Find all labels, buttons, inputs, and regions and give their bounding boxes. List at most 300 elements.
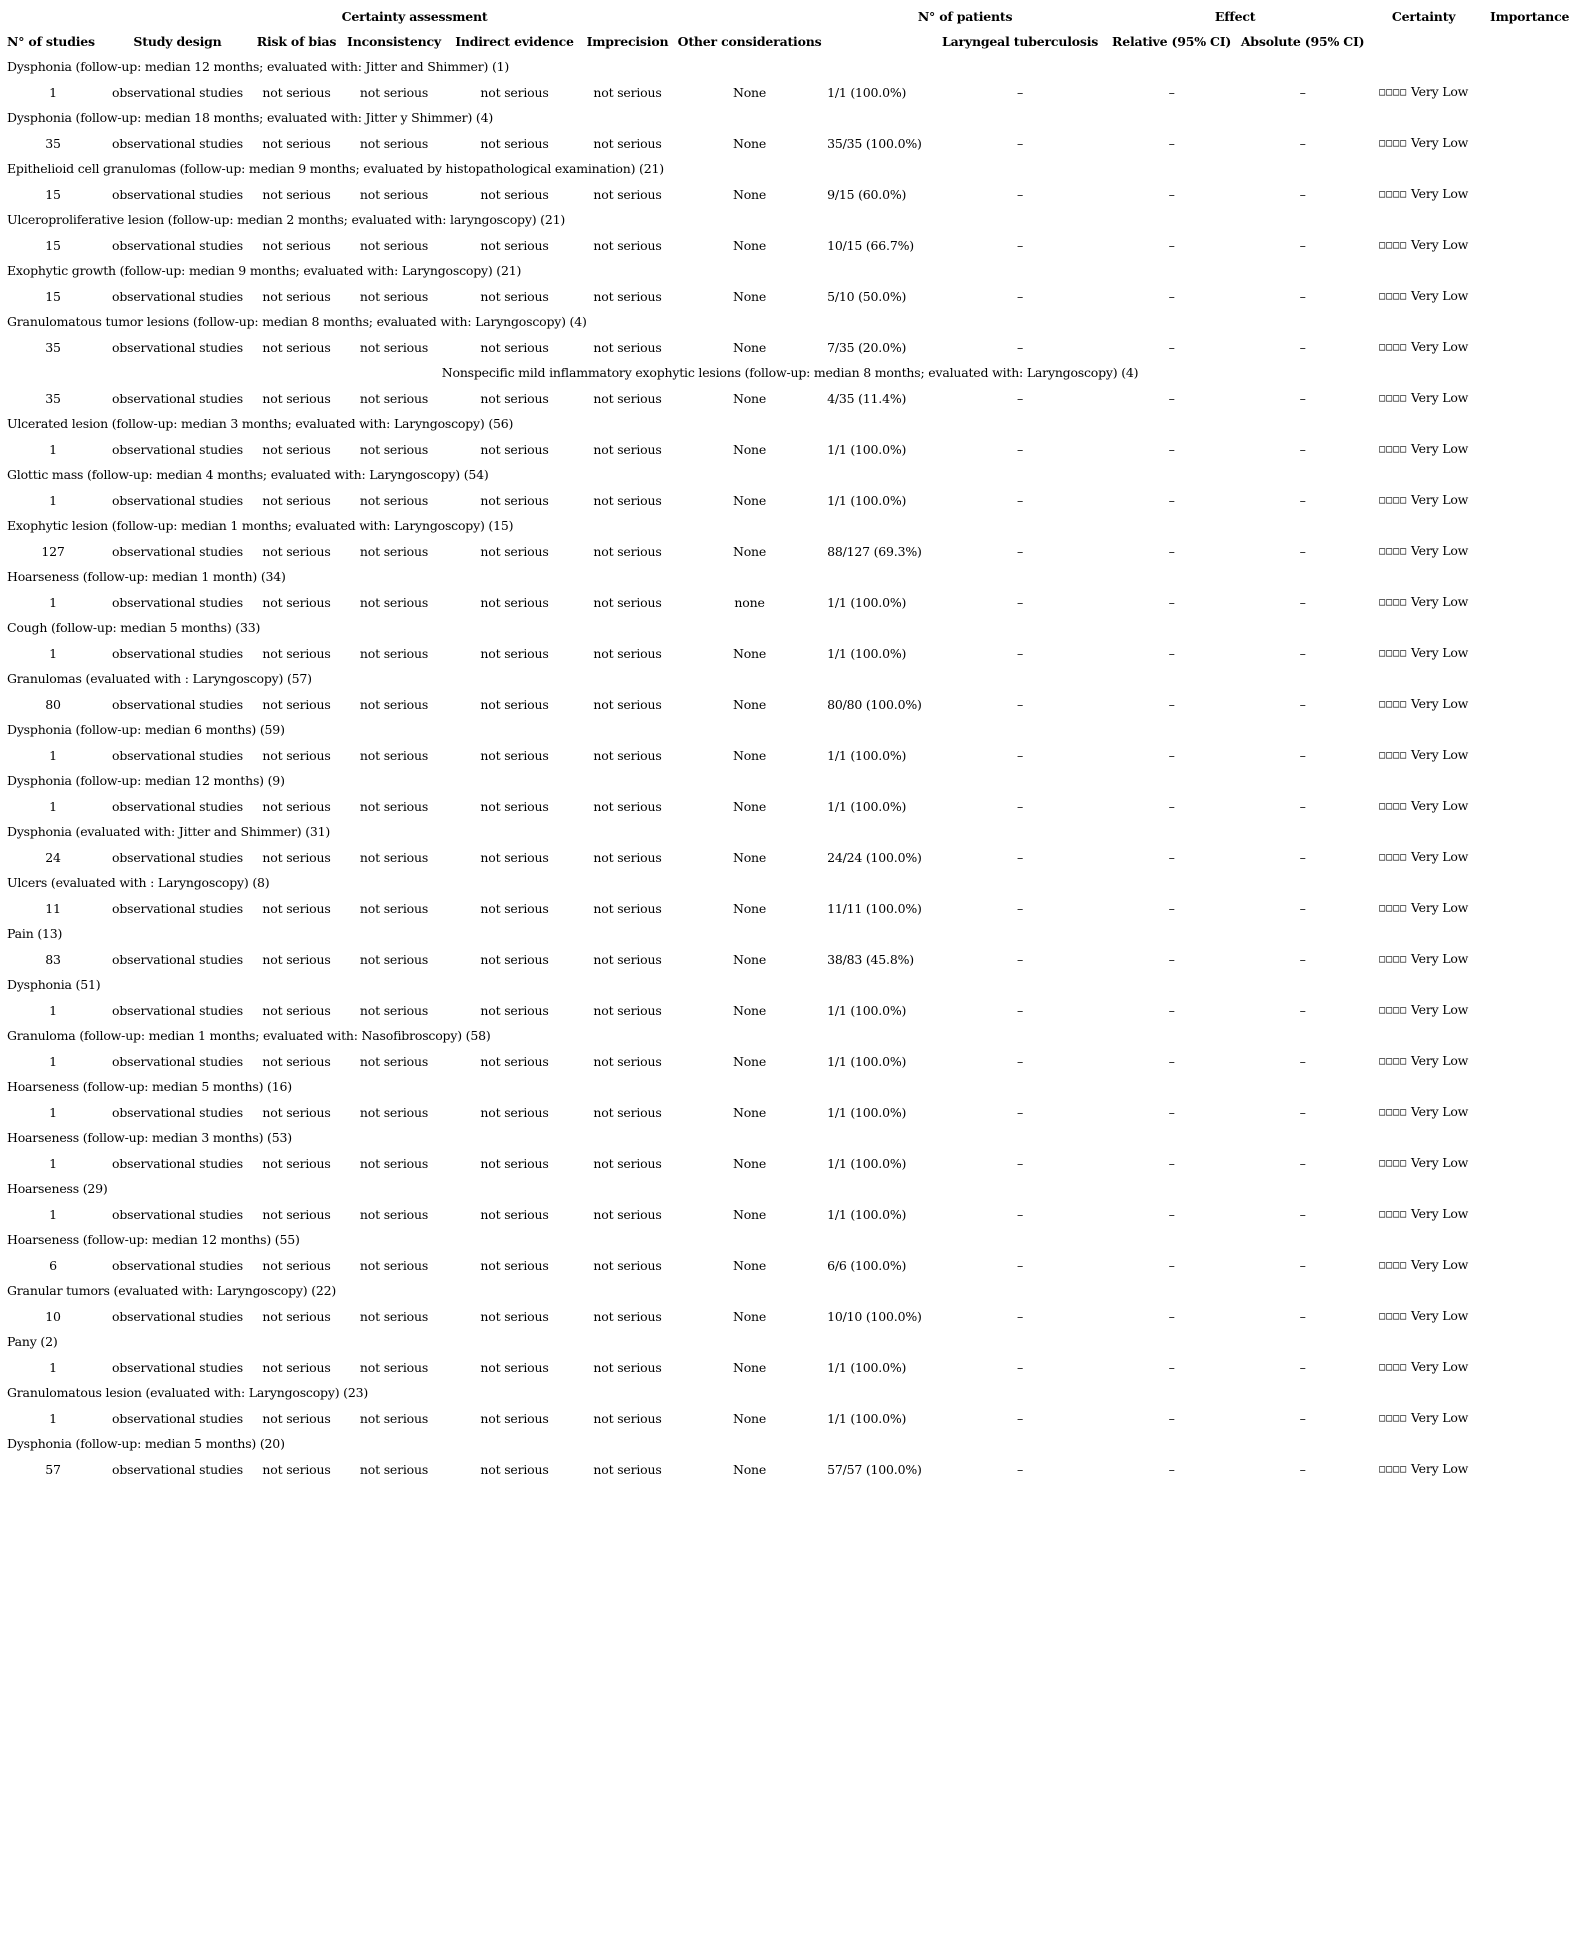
cell-certainty (1366, 895, 1481, 921)
certainty-rating-icon: □□□□ (1379, 852, 1408, 863)
cell-other-considerations: None (732, 135, 767, 151)
cell-absolute: – (1299, 1206, 1306, 1222)
cell-study-design: observational studies (112, 747, 243, 763)
cell-indirect-evidence: not serious (480, 492, 549, 508)
cell-relative: – (1168, 135, 1175, 151)
cell-certainty (1366, 589, 1481, 615)
cell-other-considerations: None (732, 1308, 767, 1324)
cell-importance (1481, 946, 1578, 972)
outcome-label: Dysphonia (51) (7, 977, 101, 992)
cell-importance (1481, 1456, 1578, 1482)
cell-laryngeal-tuberculosis: – (1017, 1206, 1024, 1222)
cell-other-considerations: None (732, 84, 767, 100)
certainty-label: Very Low (1410, 849, 1469, 864)
cell-risk-of-bias: not serious (262, 594, 331, 610)
cell-absolute: – (1299, 1257, 1306, 1273)
cell-absolute: – (1299, 1359, 1306, 1375)
cell-n-studies: 15 (45, 237, 61, 253)
outcome-label: Dysphonia (follow-up: median 12 months; evaluated with: Jitter and Shimmer) (1) (7, 59, 510, 74)
cell-relative: – (1168, 1359, 1175, 1375)
cell-imprecision: not serious (593, 696, 662, 712)
cell-imprecision: not serious (593, 390, 662, 406)
cell-study-design: observational studies (112, 798, 243, 814)
cell-patients: 80/80 (100.0%) (827, 696, 922, 712)
cell-laryngeal-tuberculosis: – (1017, 237, 1024, 253)
outcome-label: Dysphonia (evaluated with: Jitter and Shimmer) (31) (7, 824, 331, 839)
certainty-rating-icon: □□□□ (1379, 1464, 1408, 1475)
cell-imprecision: not serious (593, 798, 662, 814)
cell-other-considerations: None (732, 543, 767, 559)
cell-patients: 1/1 (100.0%) (827, 1002, 907, 1018)
cell-inconsistency: not serious (359, 237, 429, 253)
cell-importance (1481, 538, 1578, 564)
cell-importance (1481, 79, 1578, 105)
certainty-label: Very Low (1410, 951, 1469, 966)
cell-certainty (1366, 1354, 1481, 1380)
cell-laryngeal-tuberculosis: – (1017, 186, 1024, 202)
table-row-23 (3, 1201, 1578, 1227)
outcome-row-28 (3, 1431, 1578, 1456)
cell-indirect-evidence: not serious (480, 849, 549, 865)
outcome-label: Ulcers (evaluated with : Laryngoscopy) (8) (7, 875, 270, 890)
table-row-13 (3, 691, 1578, 717)
cell-risk-of-bias: not serious (262, 1002, 331, 1018)
table-row-28 (3, 1456, 1578, 1482)
cell-inconsistency: not serious (359, 747, 429, 763)
certainty-rating-icon: □□□□ (1379, 1362, 1408, 1373)
cell-patients: 1/1 (100.0%) (827, 1206, 907, 1222)
cell-certainty (1366, 1252, 1481, 1278)
cell-indirect-evidence: not serious (480, 1308, 549, 1324)
cell-n-studies: 1 (49, 1359, 57, 1375)
outcome-row-6 (3, 309, 1578, 334)
outcome-row-27 (3, 1380, 1578, 1405)
cell-study-design: observational studies (112, 1002, 243, 1018)
cell-indirect-evidence: not serious (480, 1257, 549, 1273)
outcome-row-20 (3, 1023, 1578, 1048)
table-row-26 (3, 1354, 1578, 1380)
column-header-inconsistency: Inconsistency (347, 34, 441, 49)
certainty-rating-icon: □□□□ (1379, 750, 1408, 761)
grade-evidence-table (3, 4, 1578, 1482)
certainty-label: Very Low (1410, 237, 1469, 252)
cell-other-considerations: None (732, 441, 767, 457)
cell-risk-of-bias: not serious (262, 441, 331, 457)
certainty-label: Very Low (1410, 186, 1469, 201)
cell-risk-of-bias: not serious (262, 237, 331, 253)
cell-study-design: observational studies (112, 288, 243, 304)
cell-importance (1481, 997, 1578, 1023)
cell-imprecision: not serious (593, 84, 662, 100)
outcome-row-4 (3, 207, 1578, 232)
cell-other-considerations: None (732, 1206, 767, 1222)
cell-imprecision: not serious (593, 288, 662, 304)
certainty-label: Very Low (1410, 1461, 1469, 1476)
column-header-row (3, 29, 1578, 54)
column-header-laryngeal-tuberculosis: Laryngeal tuberculosis (942, 34, 1099, 49)
cell-absolute: – (1299, 1155, 1306, 1171)
cell-relative: – (1168, 186, 1175, 202)
certainty-label: Very Low (1410, 288, 1469, 303)
cell-patients: 1/1 (100.0%) (827, 1155, 907, 1171)
certainty-rating-icon: □□□□ (1379, 1311, 1408, 1322)
cell-relative: – (1168, 288, 1175, 304)
cell-indirect-evidence: not serious (480, 1359, 549, 1375)
table-row-27 (3, 1405, 1578, 1431)
cell-risk-of-bias: not serious (262, 1461, 331, 1477)
cell-risk-of-bias: not serious (262, 1104, 331, 1120)
cell-importance (1481, 691, 1578, 717)
cell-inconsistency: not serious (359, 1002, 429, 1018)
cell-indirect-evidence: not serious (480, 135, 549, 151)
certainty-rating-icon: □□□□ (1379, 495, 1408, 506)
cell-laryngeal-tuberculosis: – (1017, 390, 1024, 406)
cell-imprecision: not serious (593, 1002, 662, 1018)
cell-study-design: observational studies (112, 492, 243, 508)
cell-importance (1481, 589, 1578, 615)
certainty-label: Very Low (1410, 1257, 1469, 1272)
cell-n-studies: 1 (49, 594, 57, 610)
cell-other-considerations: None (732, 747, 767, 763)
cell-n-studies: 1 (49, 798, 57, 814)
certainty-label: Very Low (1410, 1104, 1469, 1119)
certainty-rating-icon: □□□□ (1379, 1209, 1408, 1220)
cell-indirect-evidence: not serious (480, 390, 549, 406)
cell-inconsistency: not serious (359, 1461, 429, 1477)
cell-relative: – (1168, 849, 1175, 865)
cell-inconsistency: not serious (359, 696, 429, 712)
certainty-rating-icon: □□□□ (1379, 1413, 1408, 1424)
table-row-18 (3, 946, 1578, 972)
cell-inconsistency: not serious (359, 1104, 429, 1120)
cell-relative: – (1168, 492, 1175, 508)
cell-relative: – (1168, 1002, 1175, 1018)
certainty-label: Very Low (1410, 390, 1469, 405)
cell-importance (1481, 1354, 1578, 1380)
cell-relative: – (1168, 1410, 1175, 1426)
cell-risk-of-bias: not serious (262, 135, 331, 151)
column-header-indirect-evidence: Indirect evidence (455, 34, 574, 49)
cell-importance (1481, 1099, 1578, 1125)
cell-patients: 1/1 (100.0%) (827, 492, 907, 508)
cell-risk-of-bias: not serious (262, 849, 331, 865)
cell-absolute: – (1299, 900, 1306, 916)
cell-n-studies: 127 (41, 543, 65, 559)
cell-patients: 9/15 (60.0%) (827, 186, 907, 202)
outcome-row-21 (3, 1074, 1578, 1099)
cell-relative: – (1168, 1206, 1175, 1222)
cell-indirect-evidence: not serious (480, 1206, 549, 1222)
outcome-row-26 (3, 1329, 1578, 1354)
cell-indirect-evidence: not serious (480, 747, 549, 763)
cell-patients: 38/83 (45.8%) (827, 951, 914, 967)
certainty-rating-icon: □□□□ (1379, 444, 1408, 455)
cell-other-considerations: None (732, 951, 767, 967)
cell-certainty (1366, 640, 1481, 666)
cell-certainty (1366, 946, 1481, 972)
certainty-rating-icon: □□□□ (1379, 189, 1408, 200)
cell-absolute: – (1299, 747, 1306, 763)
outcome-row-7 (3, 360, 1578, 385)
cell-absolute: – (1299, 696, 1306, 712)
cell-inconsistency: not serious (359, 594, 429, 610)
cell-inconsistency: not serious (359, 1053, 429, 1069)
outcome-label: Dysphonia (follow-up: median 12 months) (9) (7, 773, 285, 788)
cell-other-considerations: None (732, 1002, 767, 1018)
cell-certainty (1366, 232, 1481, 258)
column-header-other-considerations: Other considerations (677, 34, 822, 49)
cell-importance (1481, 640, 1578, 666)
outcome-row-9 (3, 462, 1578, 487)
cell-patients: 5/10 (50.0%) (827, 288, 907, 304)
cell-absolute: – (1299, 441, 1306, 457)
column-header-study-design: Study design (133, 34, 222, 49)
cell-laryngeal-tuberculosis: – (1017, 951, 1024, 967)
cell-study-design: observational studies (112, 1053, 243, 1069)
cell-other-considerations: None (732, 288, 767, 304)
cell-risk-of-bias: not serious (262, 645, 331, 661)
cell-risk-of-bias: not serious (262, 390, 331, 406)
table-row-16 (3, 844, 1578, 870)
certainty-rating-icon: □□□□ (1379, 648, 1408, 659)
cell-laryngeal-tuberculosis: – (1017, 288, 1024, 304)
certainty-label: Very Low (1410, 84, 1469, 99)
outcome-label: Dysphonia (follow-up: median 5 months) (20) (7, 1436, 285, 1451)
cell-n-studies: 24 (45, 849, 61, 865)
cell-study-design: observational studies (112, 1410, 243, 1426)
cell-inconsistency: not serious (359, 1308, 429, 1324)
cell-laryngeal-tuberculosis: – (1017, 1104, 1024, 1120)
cell-imprecision: not serious (593, 645, 662, 661)
table-row-15 (3, 793, 1578, 819)
cell-other-considerations: None (732, 339, 767, 355)
table-row-20 (3, 1048, 1578, 1074)
cell-patients: 1/1 (100.0%) (827, 441, 907, 457)
cell-relative: – (1168, 1461, 1175, 1477)
certainty-rating-icon: □□□□ (1379, 342, 1408, 353)
cell-other-considerations: None (732, 798, 767, 814)
cell-importance (1481, 1048, 1578, 1074)
cell-patients: 1/1 (100.0%) (827, 1104, 907, 1120)
cell-importance (1481, 334, 1578, 360)
cell-importance (1481, 1201, 1578, 1227)
cell-risk-of-bias: not serious (262, 288, 331, 304)
cell-certainty (1366, 691, 1481, 717)
outcome-label: Ulcerated lesion (follow-up: median 3 months; evaluated with: Laryngoscopy) (56) (7, 416, 514, 431)
cell-risk-of-bias: not serious (262, 1155, 331, 1171)
cell-imprecision: not serious (593, 594, 662, 610)
certainty-label: Very Low (1410, 1155, 1469, 1170)
cell-n-studies: 1 (49, 84, 57, 100)
cell-relative: – (1168, 84, 1175, 100)
cell-importance (1481, 436, 1578, 462)
group-header-certainty: Certainty (1391, 9, 1456, 24)
outcome-label: Dysphonia (follow-up: median 18 months; evaluated with: Jitter y Shimmer) (4) (7, 110, 494, 125)
certainty-label: Very Low (1410, 645, 1469, 660)
certainty-rating-icon: □□□□ (1379, 1158, 1408, 1169)
outcome-label: Exophytic lesion (follow-up: median 1 months; evaluated with: Laryngoscopy) (15) (7, 518, 514, 533)
cell-importance (1481, 844, 1578, 870)
cell-risk-of-bias: not serious (262, 339, 331, 355)
cell-study-design: observational studies (112, 594, 243, 610)
cell-certainty (1366, 997, 1481, 1023)
cell-risk-of-bias: not serious (262, 747, 331, 763)
table-row-14 (3, 742, 1578, 768)
column-header-importance-blank (1481, 29, 1578, 54)
cell-relative: – (1168, 339, 1175, 355)
table-row-2 (3, 130, 1578, 156)
cell-inconsistency: not serious (359, 1359, 429, 1375)
cell-certainty (1366, 1456, 1481, 1482)
cell-other-considerations: None (732, 492, 767, 508)
column-header-imprecision: Imprecision (586, 34, 669, 49)
cell-indirect-evidence: not serious (480, 543, 549, 559)
group-header-row (3, 4, 1578, 29)
certainty-rating-icon: □□□□ (1379, 1260, 1408, 1271)
cell-patients: 10/15 (66.7%) (827, 237, 914, 253)
table-row-21 (3, 1099, 1578, 1125)
outcome-row-12 (3, 615, 1578, 640)
cell-indirect-evidence: not serious (480, 696, 549, 712)
cell-laryngeal-tuberculosis: – (1017, 1002, 1024, 1018)
outcome-row-16 (3, 819, 1578, 844)
cell-absolute: – (1299, 237, 1306, 253)
cell-patients: 4/35 (11.4%) (827, 390, 907, 406)
column-header-patients-blank (826, 29, 936, 54)
outcome-label: Nonspecific mild inflammatory exophytic lesions (follow-up: median 8 months; evaluated with: Laryngoscopy) (4) (441, 365, 1139, 380)
cell-study-design: observational studies (112, 1308, 243, 1324)
cell-imprecision: not serious (593, 1053, 662, 1069)
cell-absolute: – (1299, 135, 1306, 151)
cell-laryngeal-tuberculosis: – (1017, 747, 1024, 763)
certainty-label: Very Low (1410, 1002, 1469, 1017)
certainty-label: Very Low (1410, 900, 1469, 915)
table-row-12 (3, 640, 1578, 666)
cell-absolute: – (1299, 339, 1306, 355)
cell-inconsistency: not serious (359, 900, 429, 916)
outcome-row-25 (3, 1278, 1578, 1303)
certainty-rating-icon: □□□□ (1379, 1056, 1408, 1067)
cell-patients: 7/35 (20.0%) (827, 339, 907, 355)
cell-laryngeal-tuberculosis: – (1017, 798, 1024, 814)
table-row-4 (3, 232, 1578, 258)
cell-inconsistency: not serious (359, 492, 429, 508)
cell-study-design: observational studies (112, 339, 243, 355)
cell-study-design: observational studies (112, 1257, 243, 1273)
cell-absolute: – (1299, 1461, 1306, 1477)
outcome-row-11 (3, 564, 1578, 589)
cell-inconsistency: not serious (359, 645, 429, 661)
outcome-label: Hoarseness (follow-up: median 3 months) (53) (7, 1130, 292, 1145)
cell-inconsistency: not serious (359, 339, 429, 355)
cell-patients: 1/1 (100.0%) (827, 645, 907, 661)
cell-inconsistency: not serious (359, 390, 429, 406)
outcome-row-10 (3, 513, 1578, 538)
cell-importance (1481, 283, 1578, 309)
cell-relative: – (1168, 696, 1175, 712)
cell-imprecision: not serious (593, 1308, 662, 1324)
cell-other-considerations: none (734, 594, 765, 610)
outcome-row-18 (3, 921, 1578, 946)
cell-laryngeal-tuberculosis: – (1017, 696, 1024, 712)
cell-indirect-evidence: not serious (480, 84, 549, 100)
certainty-label: Very Low (1410, 594, 1469, 609)
cell-study-design: observational studies (112, 135, 243, 151)
cell-other-considerations: None (732, 1155, 767, 1171)
cell-indirect-evidence: not serious (480, 441, 549, 457)
cell-imprecision: not serious (593, 1155, 662, 1171)
certainty-rating-icon: □□□□ (1379, 597, 1408, 608)
cell-patients: 11/11 (100.0%) (827, 900, 922, 916)
table-header (3, 4, 1578, 54)
cell-certainty (1366, 1201, 1481, 1227)
certainty-label: Very Low (1410, 1359, 1469, 1374)
outcome-label: Granulomatous tumor lesions (follow-up: median 8 months; evaluated with: Laryngoscopy) (4) (7, 314, 587, 329)
cell-n-studies: 1 (49, 1410, 57, 1426)
outcome-row-1 (3, 54, 1578, 79)
cell-n-studies: 1 (49, 1155, 57, 1171)
cell-imprecision: not serious (593, 543, 662, 559)
cell-n-studies: 35 (45, 339, 61, 355)
cell-laryngeal-tuberculosis: – (1017, 849, 1024, 865)
outcome-row-23 (3, 1176, 1578, 1201)
table-row-22 (3, 1150, 1578, 1176)
certainty-rating-icon: □□□□ (1379, 138, 1408, 149)
outcome-label: Granulomatous lesion (evaluated with: Laryngoscopy) (23) (7, 1385, 369, 1400)
cell-inconsistency: not serious (359, 1410, 429, 1426)
certainty-label: Very Low (1410, 1308, 1469, 1323)
cell-laryngeal-tuberculosis: – (1017, 645, 1024, 661)
cell-risk-of-bias: not serious (262, 84, 331, 100)
column-header-relative: Relative (95% CI) (1112, 34, 1232, 49)
certainty-rating-icon: □□□□ (1379, 393, 1408, 404)
cell-laryngeal-tuberculosis: – (1017, 339, 1024, 355)
cell-n-studies: 1 (49, 645, 57, 661)
cell-study-design: observational studies (112, 849, 243, 865)
cell-indirect-evidence: not serious (480, 1410, 549, 1426)
cell-n-studies: 6 (49, 1257, 57, 1273)
cell-indirect-evidence: not serious (480, 339, 549, 355)
cell-laryngeal-tuberculosis: – (1017, 1410, 1024, 1426)
cell-imprecision: not serious (593, 135, 662, 151)
cell-laryngeal-tuberculosis: – (1017, 543, 1024, 559)
cell-patients: 57/57 (100.0%) (827, 1461, 922, 1477)
cell-inconsistency: not serious (359, 798, 429, 814)
cell-certainty (1366, 283, 1481, 309)
cell-importance (1481, 895, 1578, 921)
cell-absolute: – (1299, 543, 1306, 559)
cell-indirect-evidence: not serious (480, 1461, 549, 1477)
cell-n-studies: 1 (49, 441, 57, 457)
cell-n-studies: 1 (49, 1002, 57, 1018)
cell-n-studies: 1 (49, 1104, 57, 1120)
outcome-label: Hoarseness (follow-up: median 1 month) (34) (7, 569, 286, 584)
cell-study-design: observational studies (112, 441, 243, 457)
cell-patients: 24/24 (100.0%) (827, 849, 922, 865)
cell-absolute: – (1299, 186, 1306, 202)
outcome-label: Exophytic growth (follow-up: median 9 months; evaluated with: Laryngoscopy) (21) (7, 263, 522, 278)
outcome-row-3 (3, 156, 1578, 181)
cell-patients: 10/10 (100.0%) (827, 1308, 922, 1324)
table-row-3 (3, 181, 1578, 207)
cell-indirect-evidence: not serious (480, 288, 549, 304)
cell-relative: – (1168, 1308, 1175, 1324)
certainty-label: Very Low (1410, 492, 1469, 507)
cell-other-considerations: None (732, 1053, 767, 1069)
cell-relative: – (1168, 951, 1175, 967)
certainty-rating-icon: □□□□ (1379, 903, 1408, 914)
outcome-label: Ulceroproliferative lesion (follow-up: median 2 months; evaluated with: laryngoscopy) (21) (7, 212, 566, 227)
